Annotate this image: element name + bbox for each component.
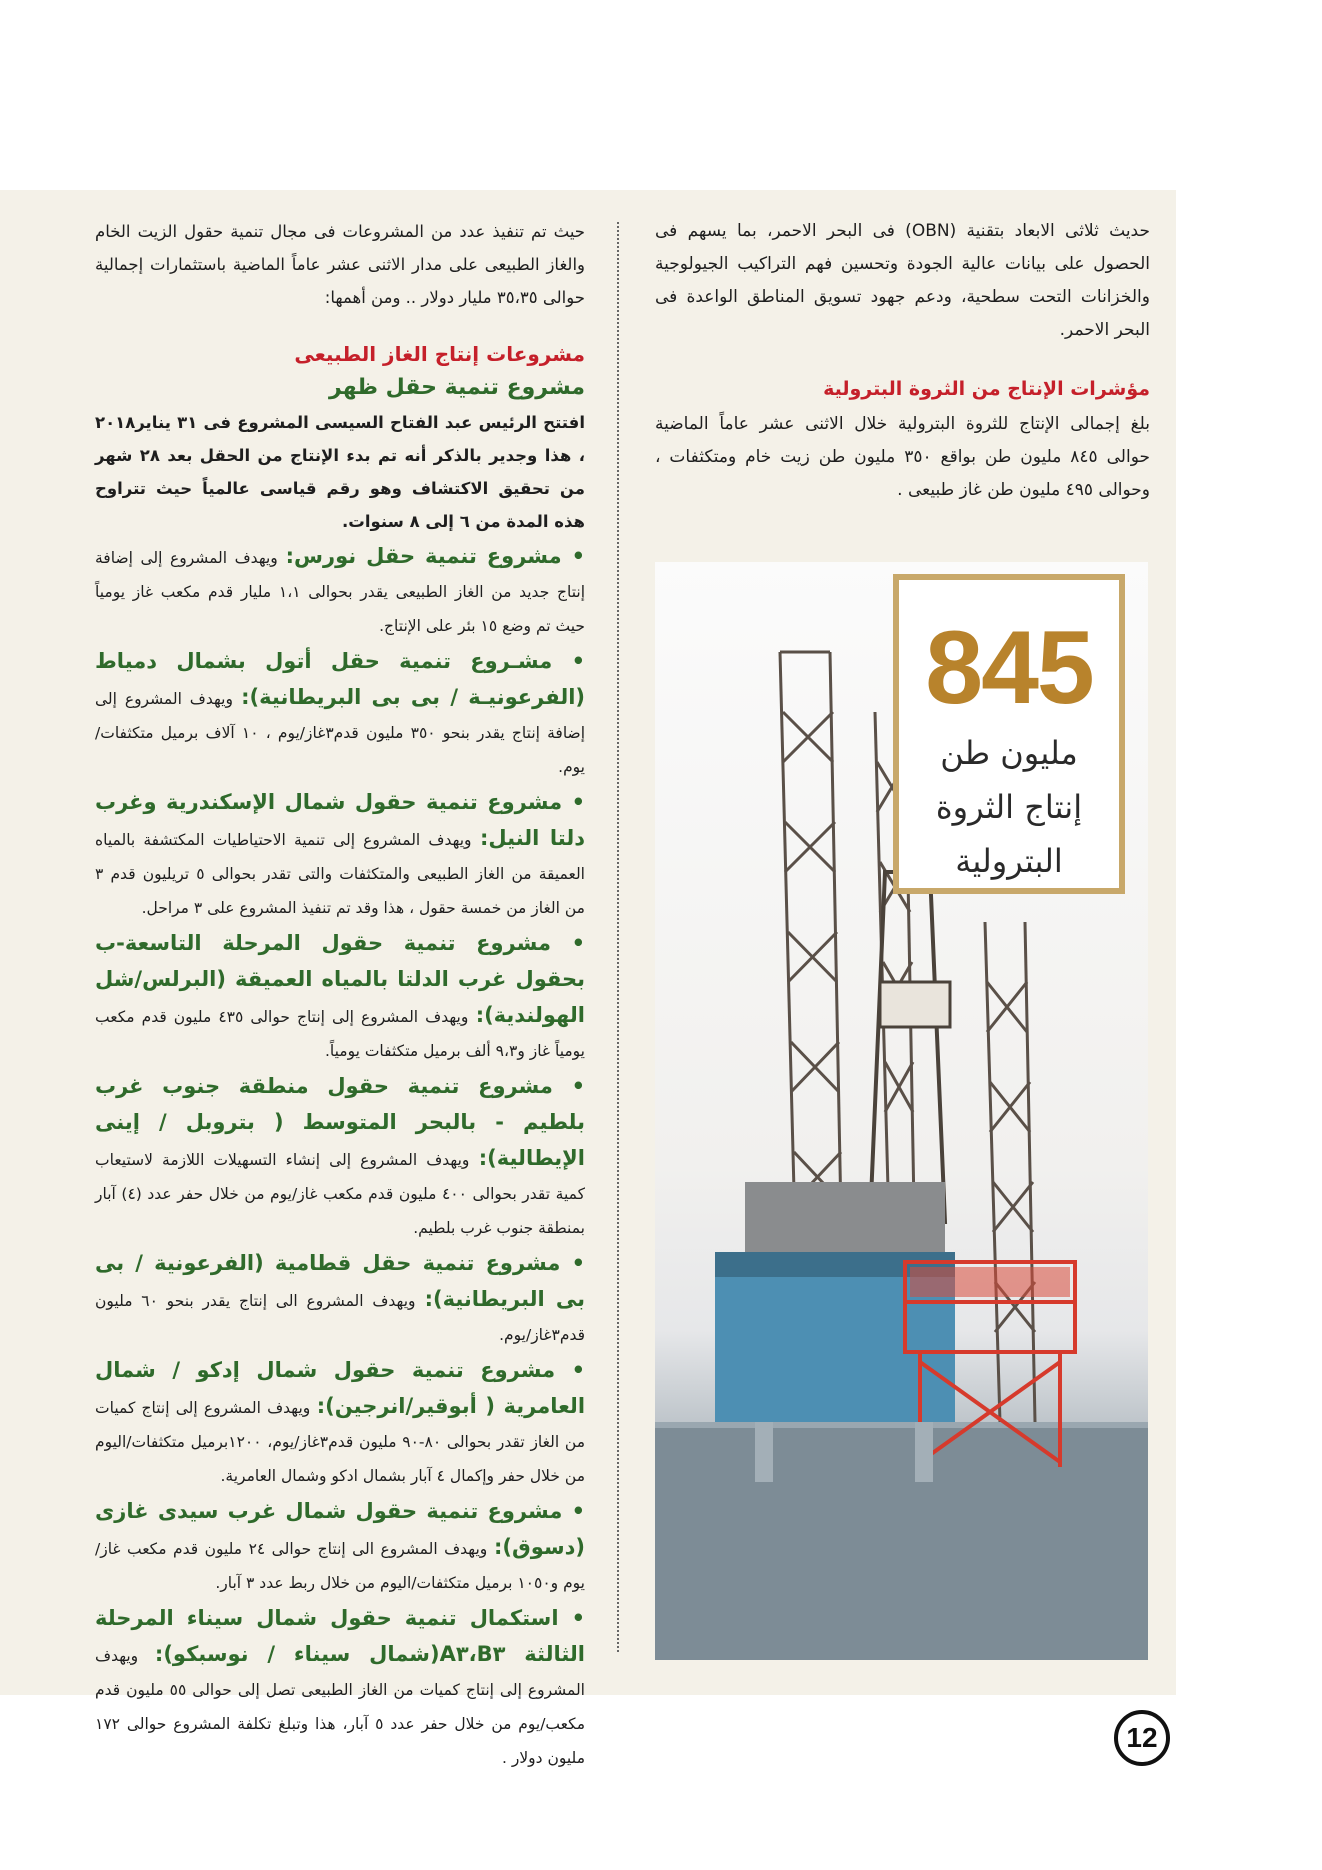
left-column <box>95 215 585 1775</box>
left-intro-paragraph: حيث تم تنفيذ عدد من المشروعات فى مجال تنمية حقول الزيت الخام والغاز الطبيعى على مدار الاثنى عشر عاماً الماضية باستثمارات إجمالية حوالى ٣٥،٣٥ مليار دولار .. ومن أهمها: <box>95 222 585 307</box>
stat-caption-line2: إنتاج الثروة <box>935 788 1083 826</box>
gas-projects-heading: مشروعات إنتاج الغاز الطبيعى <box>294 342 585 366</box>
project-item <box>95 925 585 1068</box>
project-item <box>95 1245 585 1352</box>
project-title: • مشروع تنمية حقول شمال غرب سيدى غازى (دسوق): <box>95 1499 585 1559</box>
production-indicators-heading: مؤشرات الإنتاج من الثروة البترولية <box>823 378 1150 400</box>
project-title: • مشروع تنمية حقول المرحلة التاسعة-ب بحقول غرب الدلتا بالمياه العميقة (البرلس/شل الهولندية): <box>95 931 586 1027</box>
stat-value: 845 <box>925 610 1093 726</box>
project-item <box>95 1352 585 1493</box>
project-title: • مشروع تنمية حقول شمال إدكو / شمال العامرية ( أبوقير/انرجين): <box>95 1358 586 1418</box>
project-body: ويهدف المشروع إلى إنتاج حوالى ٤٣٥ مليون قدم مكعب يومياً غاز و٩،٣ ألف برميل متكثفات يومياً. <box>95 1008 585 1060</box>
project-title: • مشروع تنمية حقول شمال الإسكندرية وغرب دلتا النيل: <box>95 790 585 850</box>
project-title: • مشروع تنمية حقل نورس: <box>285 544 585 568</box>
right-column <box>655 215 1150 507</box>
right-intro-paragraph: حديث ثلاثى الابعاد بتقنية (OBN) فى البحر الاحمر، بما يسهم فى الحصول على بيانات عالية الجودة وتحسين فهم التراكيب الجيولوجية والخزانات التحت سطحية، ودعم جهود تسويق المناطق الواعدة فى البحر الاحمر. <box>655 221 1150 340</box>
project-item <box>95 1600 585 1775</box>
project-body: ويهدف المشروع الى إنتاج يقدر بنحو ٦٠ مليون قدم٣غاز/يوم. <box>95 1292 585 1344</box>
project-body: ويهدف المشروع الى إنتاج حوالى ٢٤ مليون قدم مكعب غاز/يوم و١٠٥٠ برميل متكثفات/اليوم من خلال ربط عدد ٣ آبار. <box>95 1540 585 1592</box>
stat-caption-line1: مليون طن <box>940 734 1078 772</box>
stat-caption-line3: البترولية <box>955 842 1063 880</box>
project-title: • مشـروع تنمية حقل أتول بشمال دمياط (الفرعونيـة / بى بى البريطانية): <box>95 649 585 709</box>
project-body: ويهدف المشروع إلى إنتاج كميات من الغاز الطبيعى تصل إلى حوالى ٥٥ مليون قدم مكعب/يوم من خلال حفر عدد ٥ آبار، هذا وتبلغ تكلفة المشروع حوالى ١٧٢ مليون دولار . <box>95 1647 585 1767</box>
zohr-project-heading: مشروع تنمية حقل ظهر <box>329 375 585 400</box>
stat-box <box>893 574 1125 894</box>
project-item <box>95 784 585 925</box>
project-body: ويهدف المشروع إلى إنشاء التسهيلات اللازمة لاستيعاب كمية تقدر بحوالى ٤٠٠ مليون قدم مكعب غاز/يوم من خلال حفر عدد (٤) آبار بمنطقة جنوب غرب بلطيم. <box>95 1151 585 1237</box>
project-item <box>95 643 585 784</box>
project-body: ويهدف المشروع إلى تنمية الاحتياطيات المكتشفة بالمياه العميقة من الغاز الطبيعى والمتكثفات والتى تقدر بحوالى ٥ تريليون قدم ٣ من الغاز من خمسة حقول ، هذا وقد تم تنفيذ المشروع على ٣ مراحل. <box>95 831 585 917</box>
project-title: • استكمال تنمية حقول شمال سيناء المرحلة الثالثة B٣،A٣(شمال سيناء / نوسبكو): <box>95 1606 586 1666</box>
project-body: ويهدف المشروع إلى إضافة إنتاج يقدر بنحو ٣٥٠ مليون قدم٣غاز/يوم ، ١٠ آلاف برميل متكثفات/يوم. <box>95 690 586 776</box>
project-body: ويهدف المشروع إلى إضافة إنتاج جديد من الغاز الطبيعى يقدر بحوالى ١،١ مليار قدم مكعب غاز يومياً حيث تم وضع ١٥ بئر على الإنتاج. <box>95 549 585 635</box>
project-item <box>95 1068 585 1245</box>
project-item <box>95 1493 585 1600</box>
page-number: 12 <box>1114 1710 1170 1766</box>
project-title: • مشروع تنمية حقل قطامية (الفرعونية / بى بى البريطانية): <box>95 1251 586 1311</box>
column-divider <box>617 222 619 1652</box>
project-title: • مشروع تنمية حقول منطقة جنوب غرب بلطيم - بالبحر المتوسط ( بتروبل / إينى الإيطالية): <box>95 1074 586 1170</box>
project-item <box>95 538 585 643</box>
production-indicators-paragraph: بلغ إجمالى الإنتاج للثروة البترولية خلال الاثنى عشر عاماً الماضية حوالى ٨٤٥ مليون طن بواقع ٣٥٠ مليون طن زيت خام ومتكثفات ، وحوالى ٤٩٥ مليون طن غاز طبيعى . <box>655 414 1150 500</box>
zohr-project-paragraph: افتتح الرئيس عبد الفتاح السيسى المشروع فى ٣١ يناير٢٠١٨ ، هذا وجدير بالذكر أنه تم بدء الإنتاج من الحقل بعد ٢٨ شهر من تحقيق الاكتشاف وهو رقم قياسى عالمياً حيث تتراوح هذه المدة من ٦ إلى ٨ سنوات. <box>95 413 586 531</box>
project-body: ويهدف المشروع إلى إنتاج كميات من الغاز تقدر بحوالى ٨٠-٩٠ مليون قدم٣غاز/يوم، ١٢٠٠برميل متكثفات/اليوم من خلال حفر وإكمال ٤ آبار بشمال ادكو وشمال العامرية. <box>95 1399 586 1485</box>
